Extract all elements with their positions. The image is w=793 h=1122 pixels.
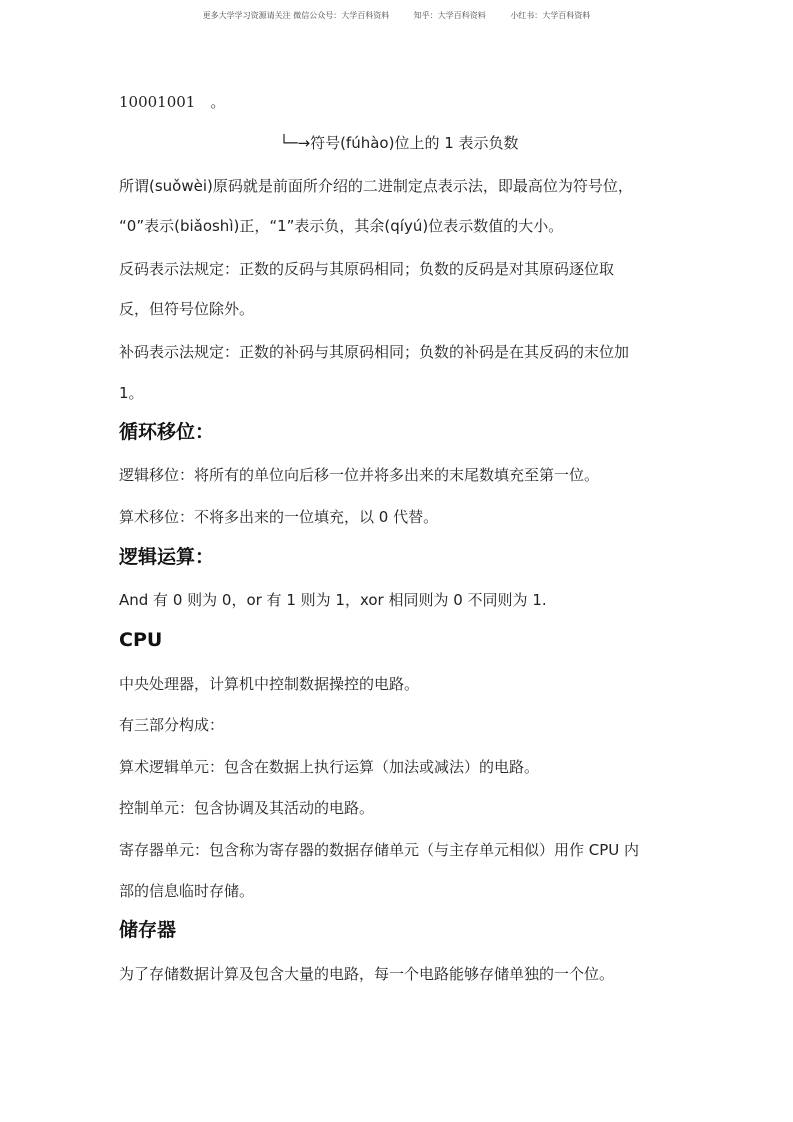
- header-zhihu: 知乎：大学百科资料: [413, 11, 486, 20]
- sign-magnitude-text-2: “0”表示(biǎoshì)正，“1”表示负，其余(qíyú)位表示数值的大小。: [119, 217, 564, 235]
- alu-text: 算术逻辑单元：包含在数据上执行运算（加法或减法）的电路。: [119, 758, 540, 776]
- ones-complement-text-2: 反，但符号位除外。: [119, 300, 255, 318]
- binary-example: 10001001 。: [119, 93, 226, 111]
- page-header: [0, 10, 793, 21]
- cpu-definition: 中央处理器，计算机中控制数据操控的电路。: [119, 675, 420, 693]
- register-unit-text-2: 部的信息临时存储。: [119, 882, 255, 900]
- register-unit-text-1: 寄存器单元：包含称为寄存器的数据存储单元（与主存单元相似）用作 CPU 内: [119, 841, 640, 859]
- sign-bit-note: └─→符号(fúhào)位上的 1 表示负数: [279, 134, 519, 152]
- heading-logic-operations: 逻辑运算：: [119, 546, 215, 568]
- control-unit-text: 控制单元：包含协调及其活动的电路。: [119, 799, 375, 817]
- arithmetic-shift-text: 算术移位：不将多出来的一位填充，以 0 代替。: [119, 508, 439, 526]
- twos-complement-text-1: 补码表示法规定：正数的补码与其原码相同；负数的补码是在其反码的末位加: [119, 343, 630, 361]
- logical-shift-text: 逻辑移位：将所有的单位向后移一位并将多出来的末尾数填充至第一位。: [119, 466, 600, 484]
- heading-storage: 储存器: [119, 919, 177, 941]
- twos-complement-text-2: 1。: [119, 384, 144, 402]
- logic-operations-text: And 有 0 则为 0，or 有 1 则为 1，xor 相同则为 0 不同则为 1.: [119, 591, 547, 609]
- storage-definition: 为了存储数据计算及包含大量的电路，每一个电路能够存储单独的一个位。: [119, 965, 615, 983]
- heading-cpu: CPU: [119, 629, 163, 651]
- header-wechat: 更多大学学习资源请关注 微信公众号：大学百科资料: [202, 11, 390, 20]
- sign-magnitude-text-1: 所谓(suǒwèi)原码就是前面所介绍的二进制定点表示法，即最高位为符号位，: [119, 177, 633, 195]
- heading-circular-shift: 循环移位：: [119, 421, 215, 443]
- cpu-parts-intro: 有三部分构成：: [119, 716, 225, 734]
- ones-complement-text-1: 反码表示法规定：正数的反码与其原码相同；负数的反码是对其原码逐位取: [119, 260, 615, 278]
- header-xiaohongshu: 小红书：大学百科资料: [510, 11, 591, 20]
